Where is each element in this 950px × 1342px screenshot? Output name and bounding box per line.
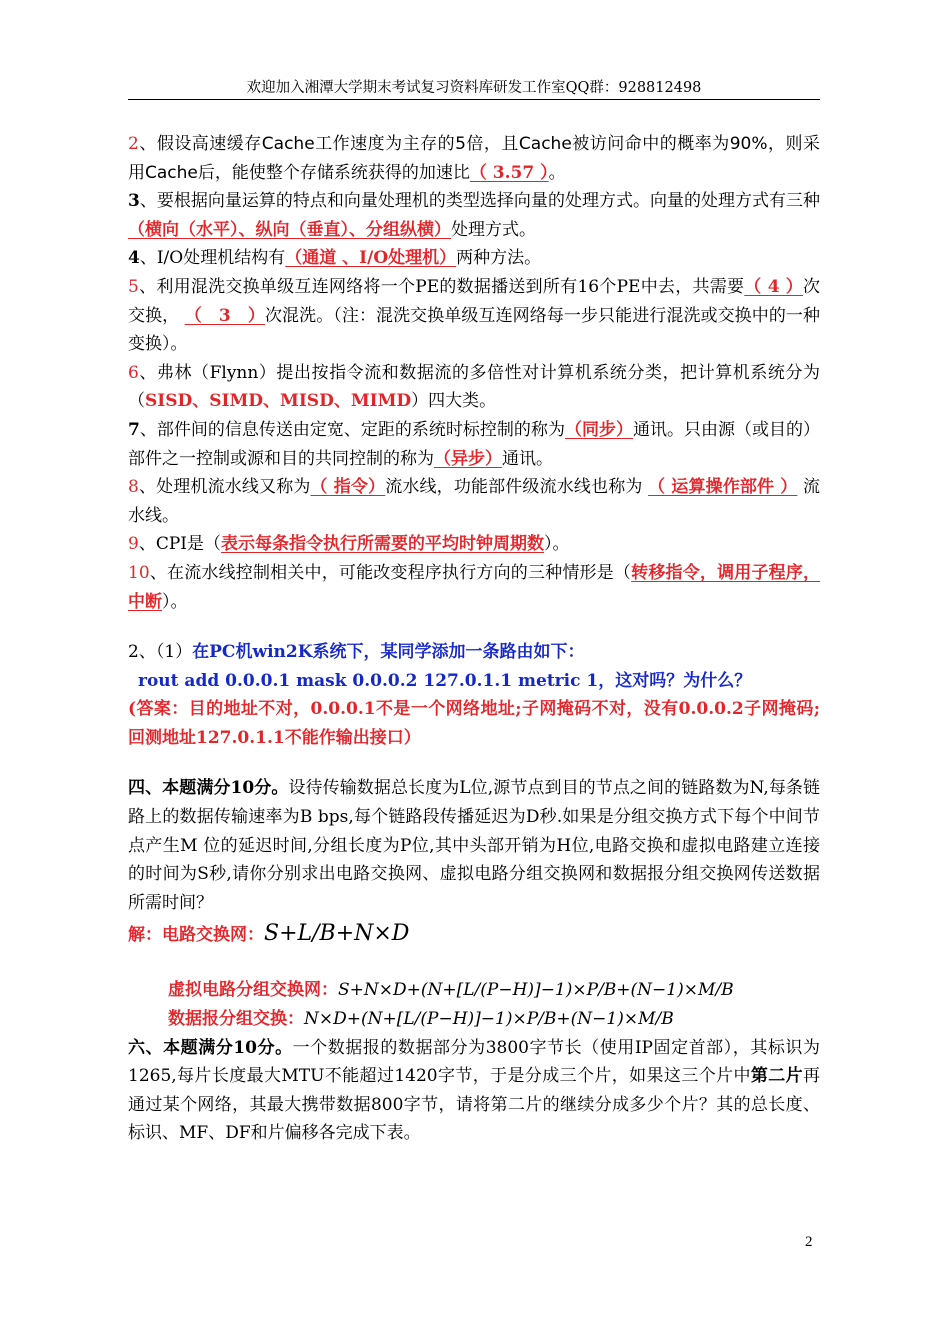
question-text: 、CPI是（: [138, 534, 221, 555]
answer-instruction: （ 指令）: [310, 477, 386, 498]
question-text-end: ）。: [544, 534, 570, 555]
question-text-mid: 通讯。只由源（或目的）部件之一控制或源和目的共同控制的称为: [128, 419, 821, 469]
answer-sync: （同步）: [564, 419, 633, 440]
question-six-body2: 再通过某个网络，其最大携带数据800字节，请将第二片的继续分成多少个片？其的总长度、标识、MF、DF和片偏移各完成下表。: [128, 1066, 820, 1144]
solution-label: 解：电路交换网：: [128, 925, 264, 946]
question-number: 8: [128, 477, 139, 498]
question-10: [128, 559, 820, 616]
circuit-formula: S+L/B+N×D: [264, 921, 410, 947]
question-5: [128, 273, 820, 359]
question-number: 3: [128, 191, 140, 212]
question-text-end: 次混洗。（注：混洗交换单级互连网络每一步只能进行混洗或交换中的一种变换）。: [128, 305, 821, 355]
answer: 转移指令，调用子程序，中断: [128, 562, 821, 612]
answer: （横向（水平）、纵向（垂直）、分组纵横）: [128, 219, 451, 240]
question-text-end: ）。: [162, 591, 188, 612]
vc-formula: S+N×D+(N+[L/(P−H)]−1)×P/B+(N−1)×M/B: [338, 980, 734, 1001]
question-number: 2: [128, 134, 139, 154]
question-number: 4: [128, 248, 140, 269]
dg-label: 数据报分组交换：: [168, 1009, 304, 1030]
solution-circuit: [128, 917, 820, 952]
question-text-end: 。: [548, 162, 566, 183]
solution-virtual-circuit: [128, 976, 820, 1005]
question-6: [128, 359, 820, 416]
page-number: 2: [805, 1234, 813, 1250]
question-text: 、I/O处理机结构有: [139, 248, 286, 269]
question-six-title: 六、本题满分10分。: [128, 1037, 293, 1058]
question-six-body1: 一个数据报的数据部分为3800字节长（使用IP固定首部），其标识为1265,每片长度最大MTU不能超过1420字节，于是分成三个片，如果这三个片中: [128, 1037, 820, 1087]
answer-async: （异步）: [434, 448, 502, 469]
solution-datagram: [128, 1005, 820, 1034]
question-four: [128, 774, 820, 917]
question-text: 、部件间的信息传送由定宽、定距的系统时标控制的称为: [139, 419, 565, 440]
spacer: [128, 616, 820, 638]
answer: （ 3.57 ）: [469, 162, 549, 183]
question-3: [128, 187, 820, 244]
question-text-end: 处理方式。: [451, 219, 536, 240]
question-8: [128, 473, 820, 530]
question-text: 、利用混洗交换单级互连网络将一个PE的数据播送到所有16个PE中去，共需要: [138, 276, 745, 297]
answer: 表示每条指令执行所需要的平均时钟周期数: [221, 534, 544, 555]
answer-arith-unit: （ 运算操作部件 ）: [648, 477, 798, 498]
question-six: [128, 1034, 820, 1148]
header-rule: [128, 99, 820, 100]
question-7: [128, 416, 820, 473]
question-text-end: 两种方法。: [456, 248, 542, 269]
question-number: 9: [128, 534, 139, 555]
spacer: [128, 952, 820, 976]
network-question-line2: rout add 0.0.0.1 mask 0.0.0.2 127.0.1.1 metric 1，这对吗？为什么？: [138, 670, 752, 691]
answer-shuffle: （ 3 ）: [184, 305, 265, 326]
network-question: [128, 638, 820, 667]
question-text: 、处理机流水线又称为: [138, 477, 311, 498]
spacer: [128, 752, 820, 774]
answer-exchange: （ 4 ）: [744, 276, 804, 297]
question-9: [128, 530, 820, 559]
network-question-number: 2、（1）: [128, 642, 193, 663]
answer: （通道 、I/O处理机）: [285, 248, 457, 269]
question-six-bold: 第二片: [750, 1066, 803, 1087]
question-text: 、弗林（Flynn）提出按指令流和数据流的多倍性对计算机系统分类，把计算机系统分为（: [128, 362, 820, 412]
question-four-body: 设待传输数据总长度为L位,源节点到目的节点之间的链路数为N,每条链路上的数据传输速率为B bps,每个链路段传播延迟为D秒.如果是分组交换方式下每个中间节点产生M 位的延迟时间,分组长度为P位,其中头部开销为H位,电路交换和虚拟电路建立连接的时间为S秒,请你分别求出电路交换网、虚拟电路分组交换网和数据报分组交换网传送数据所需时间？: [128, 778, 820, 913]
network-question-line1: 在PC机win2K系统下，某同学添加一条路由如下：: [192, 642, 585, 663]
question-2: [128, 130, 820, 187]
question-text-end: 通讯。: [502, 448, 553, 469]
question-number: 7: [128, 419, 140, 440]
question-text-mid: 流水线，功能部件级流水线也称为: [385, 477, 649, 498]
answer: SISD、SIMD、MISD、MIMD: [145, 391, 412, 412]
question-text-end: ）四大类。: [411, 391, 497, 412]
page-content: [128, 130, 820, 1148]
question-number: 6: [128, 362, 139, 383]
page-header: 欢迎加入湘潭大学期末考试复习资料库研发工作室QQ群：928812498: [246, 80, 702, 96]
question-text: 、在流水线控制相关中，可能改变程序执行方向的三种情形是（: [149, 562, 632, 583]
network-answer: (答案：目的地址不对，0.0.0.1不是一个网络地址;子网掩码不对，没有0.0.0.2子网掩码;回测地址127.0.1.1不能作输出接口）: [128, 699, 820, 748]
vc-label: 虚拟电路分组交换网：: [168, 980, 338, 1001]
question-text: 、假设高速缓存Cache工作速度为主存的5倍，且Cache被访问命中的概率为90%，则采用Cache后，能使整个存储系统获得的加速比: [128, 134, 820, 183]
question-four-title: 四、本题满分10分。: [128, 778, 289, 799]
question-text-mid: 次交换，: [128, 276, 821, 326]
question-number: 5: [128, 276, 139, 297]
question-text-end: 流水线。: [128, 477, 820, 526]
question-number: 10: [128, 562, 150, 583]
question-text: 、要根据向量运算的特点和向量处理机的类型选择向量的处理方式。向量的处理方式有三种: [139, 191, 820, 212]
question-4: [128, 244, 820, 273]
dg-formula: N×D+(N+[L/(P−H)]−1)×P/B+(N−1)×M/B: [304, 1009, 674, 1030]
